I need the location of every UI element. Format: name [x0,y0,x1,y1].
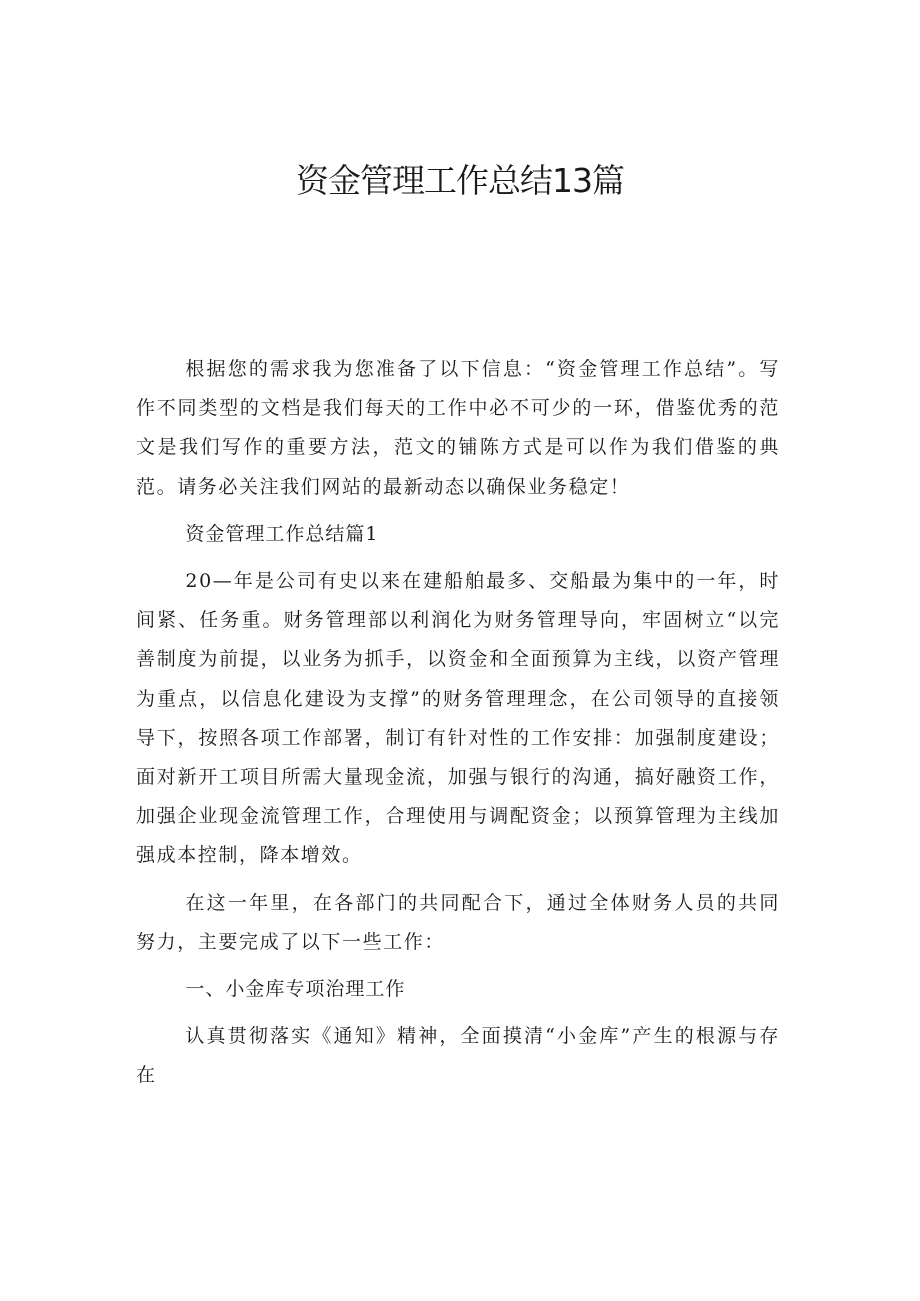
body-paragraph: 认真贯彻落实《通知》精神，全面摸清“小金库”产生的根源与存在 [136,1025,780,1087]
body-paragraph: 20—年是公司有史以来在建船舶最多、交船最为集中的一年，时间紧、任务重。财务管理部以利润化为财务管理导向，牢固树立“以完善制度为前提，以业务为抓手，以资金和全面预算为主线，以资产管理为重点，以信息化建设为支撑”的财务管理理念，在公司领导的直接领导下，按照各项工作部署，制订有针对性的工作安排：加强制度建设；面对新开工项目所需大量现金流，加强与银行的沟通，搞好融资工作，加强企业现金流管理工作，合理使用与调配资金；以预算管理为主线加强成本控制，降本增效。 [136,570,780,867]
intro-paragraph: 根据您的需求我为您准备了以下信息：“资金管理工作总结”。写作不同类型的文档是我们每天的工作中必不可少的一环，借鉴优秀的范文是我们写作的重要方法，范文的铺陈方式是可以作为我们借鉴的典范。请务必关注我们网站的最新动态以确保业务稳定！ [136,358,780,498]
subsection-heading: 一、小金库专项治理工作 [185,978,406,1001]
document-title: 资金管理工作总结13篇 [296,161,624,200]
body-paragraph: 在这一年里，在各部门的共同配合下，通过全体财务人员的共同努力，主要完成了以下一些工作： [136,891,780,953]
section-heading-1: 资金管理工作总结篇1 [185,522,379,545]
document-body [136,350,780,1096]
